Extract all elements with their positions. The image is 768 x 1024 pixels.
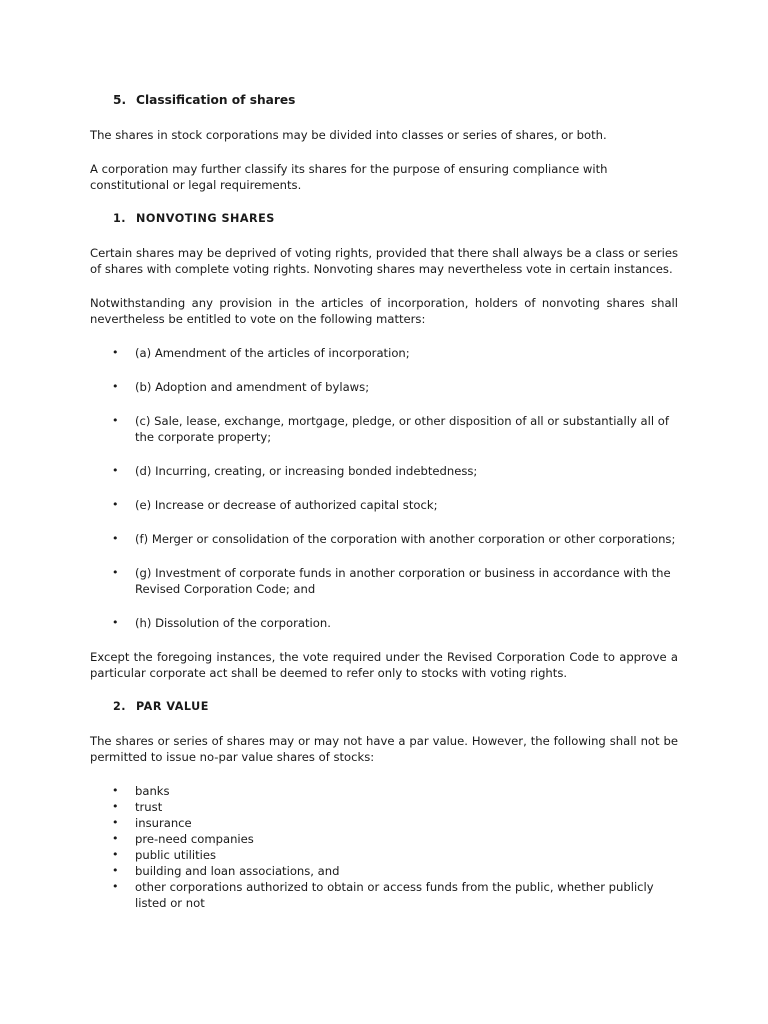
list-item (90, 379, 678, 395)
bullet-icon: • (112, 532, 119, 545)
bullet-icon: • (112, 848, 119, 861)
bullet-icon: • (112, 380, 119, 393)
list-item (90, 783, 678, 799)
bullet-icon: • (112, 880, 119, 893)
bullet-icon: • (112, 346, 119, 359)
section-title-number: 5. (113, 93, 127, 107)
bullet-icon: • (112, 616, 119, 629)
list-item (90, 345, 678, 361)
bullet-icon: • (112, 414, 119, 427)
subsection-title: NONVOTING SHARES (136, 212, 275, 225)
list-item-text: (f) Merger or consolidation of the corporation with another corporation or other corporations; (135, 532, 676, 546)
subsection-number: 1. (113, 212, 127, 225)
list-item-text: trust (135, 800, 163, 814)
document-page (90, 92, 678, 911)
list-item-text: banks (135, 784, 170, 798)
list-item-text: (e) Increase or decrease of authorized capital stock; (135, 498, 438, 512)
list-item (90, 815, 678, 831)
list-item-text: insurance (135, 816, 192, 830)
list-item-text: building and loan associations, and (135, 864, 340, 878)
nonvoting-paragraph-3: Except the foregoing instances, the vote required under the Revised Corporation Code to approve a particular corporate act shall be deemed to refer only to stocks with voting rights. (90, 650, 678, 680)
list-item (90, 531, 678, 547)
subsection-heading-par-value (90, 699, 678, 715)
bullet-icon: • (112, 864, 119, 877)
bullet-icon: • (112, 784, 119, 797)
subsection-heading-nonvoting (90, 211, 678, 227)
list-item (90, 831, 678, 847)
par-value-paragraph-1: The shares or series of shares may or may not have a par value. However, the following shall not be permitted to issue no-par value shares of stocks: (90, 734, 678, 764)
section-title (90, 92, 678, 108)
section-title-text: Classification of shares (136, 93, 296, 107)
subsection-number: 2. (113, 700, 127, 713)
voting-matters-list (90, 345, 678, 631)
list-item (90, 413, 678, 445)
list-item (90, 565, 678, 597)
nonvoting-paragraph-2: Notwithstanding any provision in the articles of incorporation, holders of nonvoting shares shall nevertheless be entitled to vote on the following matters: (90, 296, 678, 326)
bullet-icon: • (112, 800, 119, 813)
nonvoting-paragraph-1: Certain shares may be deprived of voting rights, provided that there shall always be a class or series of shares with complete voting rights. Nonvoting shares may nevertheless vote in certain instances. (90, 246, 678, 276)
list-item-text: (a) Amendment of the articles of incorporation; (135, 346, 410, 360)
list-item (90, 799, 678, 815)
bullet-icon: • (112, 566, 119, 579)
list-item-text: other corporations authorized to obtain or access funds from the public, whether publicly listed or not (135, 880, 654, 910)
list-item-text: pre-need companies (135, 832, 254, 846)
list-item-text: public utilities (135, 848, 217, 862)
list-item (90, 847, 678, 863)
list-item-text: (b) Adoption and amendment of bylaws; (135, 380, 370, 394)
subsection-title: PAR VALUE (136, 700, 209, 713)
bullet-icon: • (112, 816, 119, 829)
list-item-text: (c) Sale, lease, exchange, mortgage, pledge, or other disposition of all or substantially all of the corporate property; (135, 414, 669, 444)
list-item (90, 497, 678, 513)
list-item (90, 863, 678, 879)
list-item-text: (d) Incurring, creating, or increasing bonded indebtedness; (135, 464, 478, 478)
list-item-text: (g) Investment of corporate funds in another corporation or business in accordance with the Revised Corporation Code; and (135, 566, 671, 596)
list-item (90, 615, 678, 631)
bullet-icon: • (112, 832, 119, 845)
bullet-icon: • (112, 464, 119, 477)
list-item (90, 463, 678, 479)
bullet-icon: • (112, 498, 119, 511)
intro-paragraph-1: The shares in stock corporations may be divided into classes or series of shares, or both. (90, 128, 607, 142)
no-par-value-entities-list (90, 783, 678, 911)
list-item-text: (h) Dissolution of the corporation. (135, 616, 331, 630)
list-item (90, 879, 678, 911)
intro-paragraph-2: A corporation may further classify its shares for the purpose of ensuring compliance with constitutional or legal requirements. (90, 162, 608, 192)
